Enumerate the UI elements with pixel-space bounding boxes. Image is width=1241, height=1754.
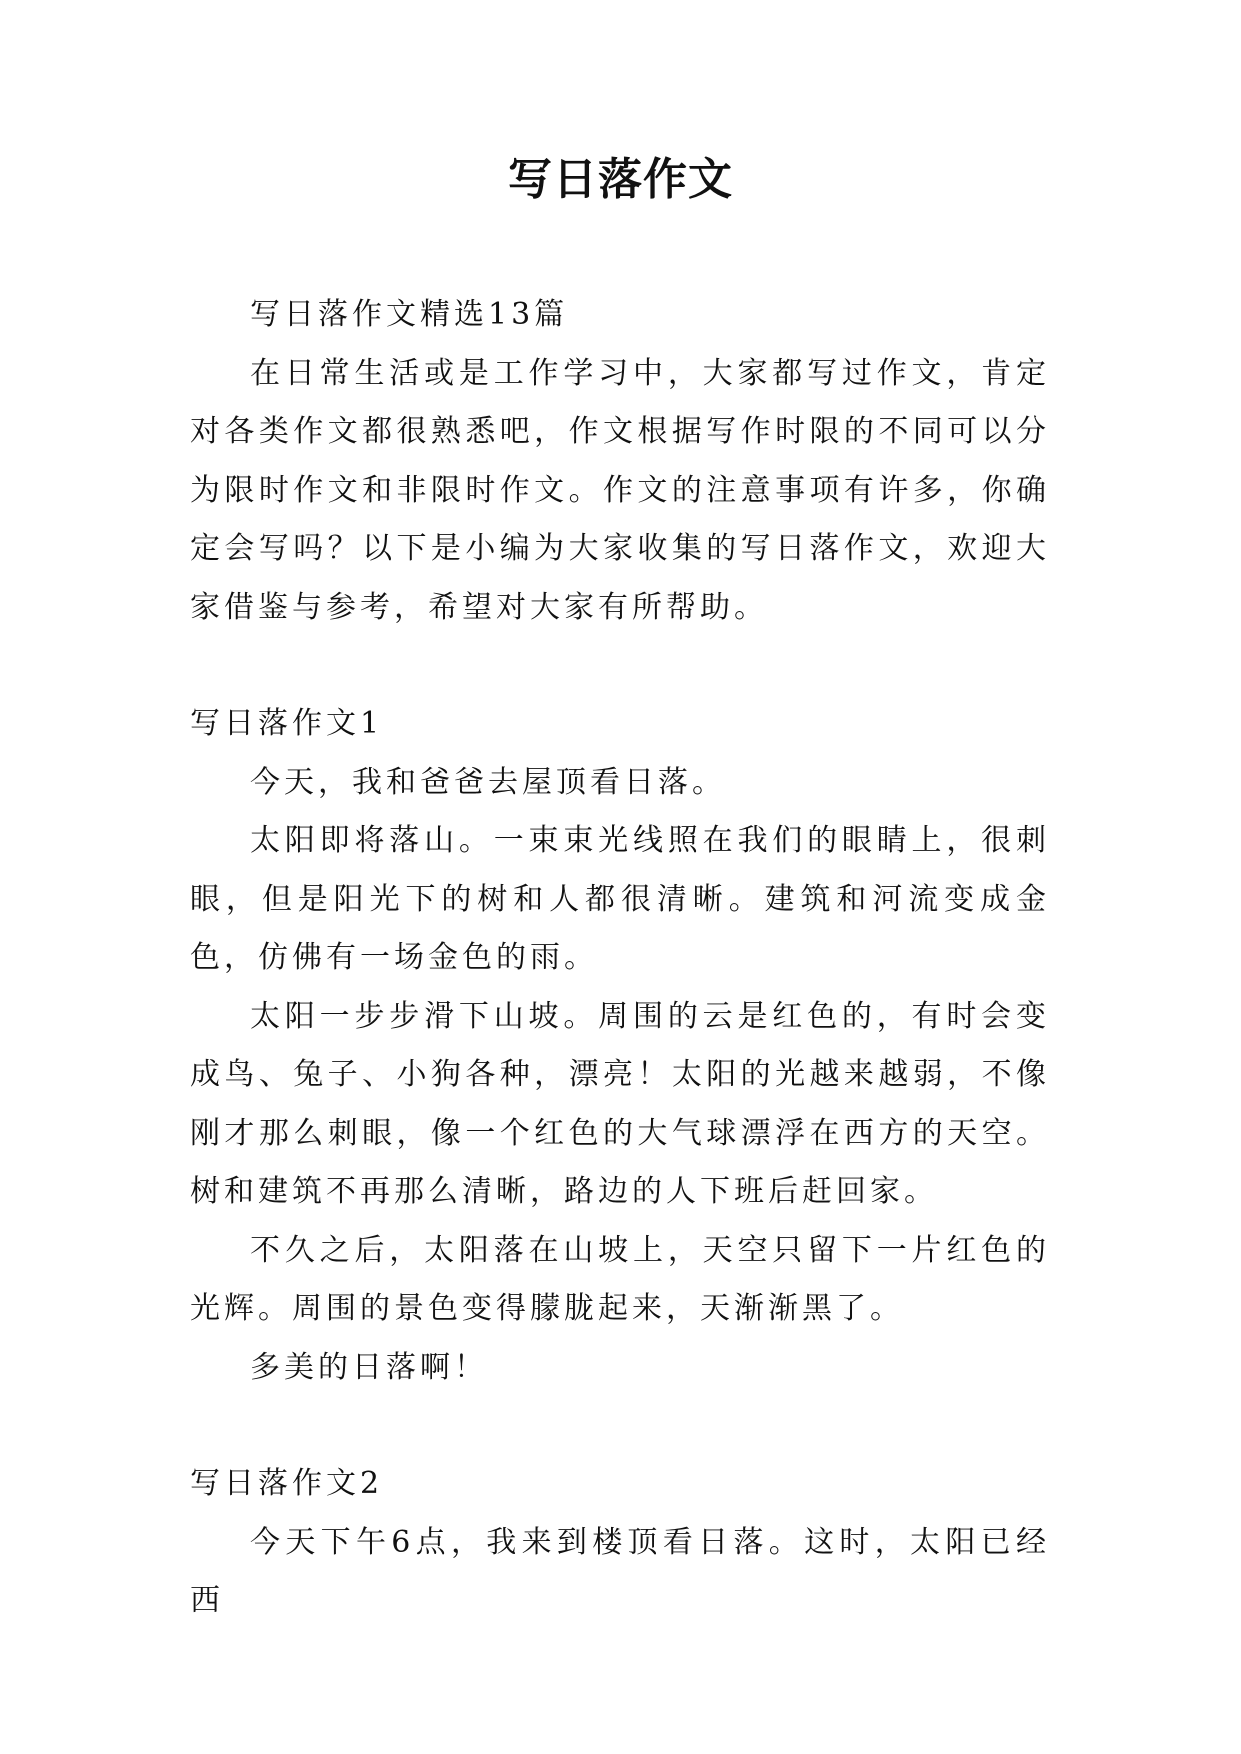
section-gap	[190, 1397, 1050, 1455]
essay-2-paragraph-1: 今天下午6点，我来到楼顶看日落。这时，太阳已经西	[190, 1524, 1050, 1618]
subtitle: 写日落作文精选13篇	[250, 297, 569, 332]
essay-1-paragraph-3: 太阳一步步滑下山坡。周围的云是红色的，有时会变成鸟、兔子、小狗各种，漂亮！太阳的光越来越弱，不像刚才那么刺眼，像一个红色的大气球漂浮在西方的天空。树和建筑不再那么清晰，路边的人下班后赶回家。	[190, 998, 1050, 1209]
essay-heading-2: 写日落作文2	[190, 1466, 384, 1501]
essay-1-paragraph-5: 多美的日落啊！	[250, 1349, 488, 1385]
intro-paragraph: 在日常生活或是工作学习中，大家都写过作文，肯定对各类作文都很熟悉吧，作文根据写作时限的不同可以分为限时作文和非限时作文。作文的注意事项有许多，你确定会写吗？以下是小编为大家收集的写日落作文，欢迎大家借鉴与参考，希望对大家有所帮助。	[190, 355, 1050, 625]
document-body	[190, 286, 1050, 1631]
document-title: 写日落作文	[508, 154, 733, 205]
essay-1-paragraph-4: 不久之后，太阳落在山坡上，天空只留下一片红色的光辉。周围的景色变得朦胧起来，天渐渐黑了。	[190, 1232, 1050, 1326]
section-gap	[190, 637, 1050, 695]
essay-1-paragraph-2: 太阳即将落山。一束束光线照在我们的眼睛上，很刺眼，但是阳光下的树和人都很清晰。建筑和河流变成金色，仿佛有一场金色的雨。	[190, 823, 1050, 975]
essay-heading-1: 写日落作文1	[190, 706, 384, 741]
essay-1-paragraph-1: 今天，我和爸爸去屋顶看日落。	[250, 764, 726, 800]
